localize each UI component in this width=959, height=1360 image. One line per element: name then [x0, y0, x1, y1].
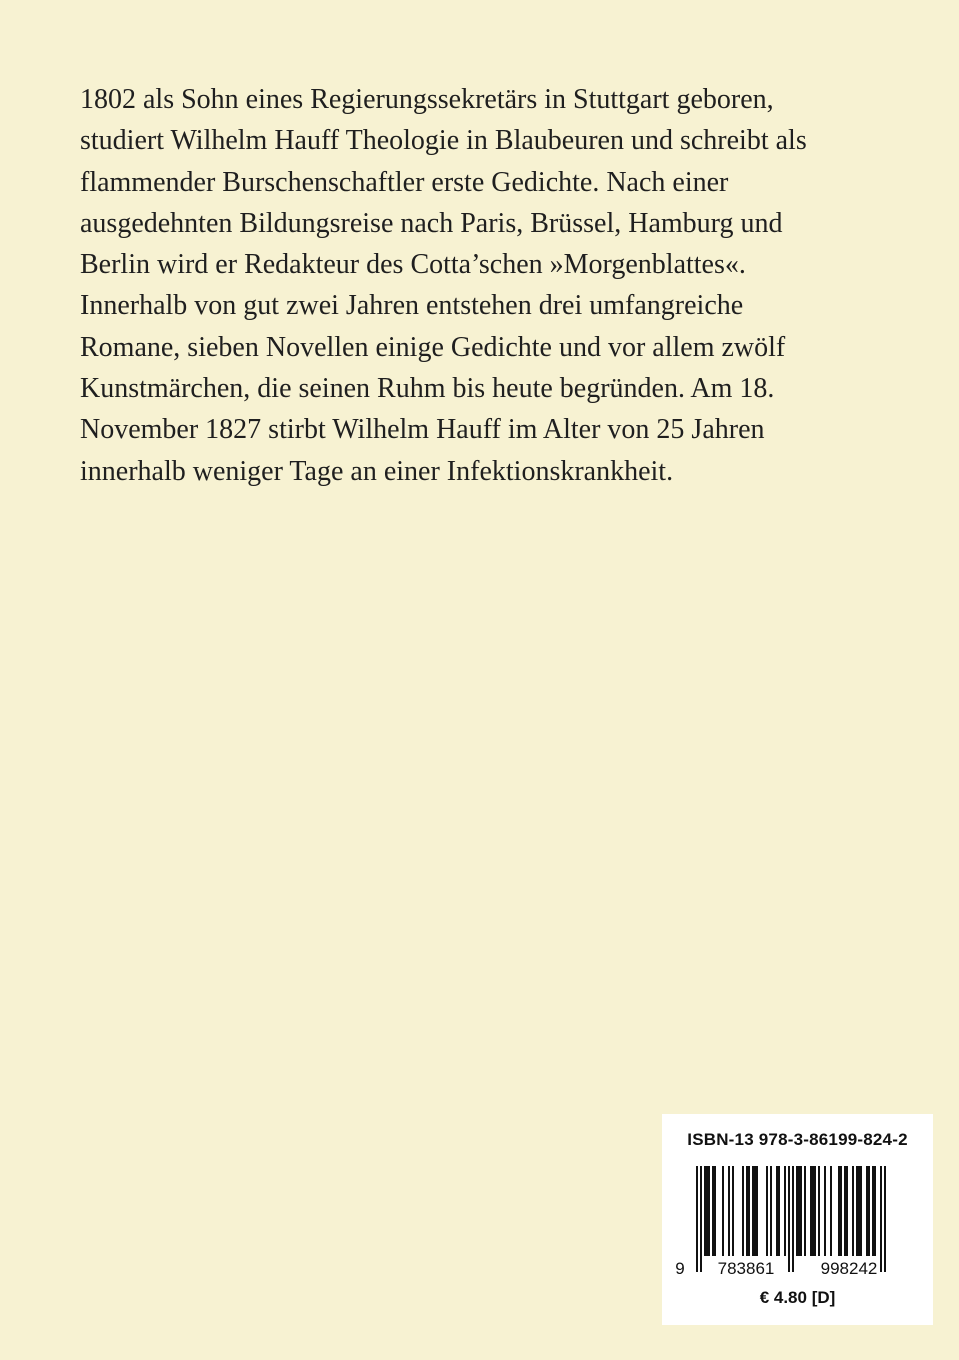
barcode-label	[662, 1114, 933, 1325]
blurb-line: Innerhalb von gut zwei Jahren entstehen drei umfangreiche	[80, 290, 744, 322]
barcode-bar	[874, 1166, 876, 1256]
back-cover-blurb	[80, 79, 900, 492]
barcode-bar	[746, 1166, 748, 1256]
blurb-line: flammender Burschenschaftler erste Gedichte. Nach einer	[80, 166, 729, 198]
barcode-guard-bar	[696, 1166, 698, 1272]
barcode-bar	[732, 1166, 734, 1256]
barcode-bar	[712, 1166, 714, 1256]
barcode-guard-bar	[884, 1166, 886, 1272]
barcode-bar	[812, 1166, 814, 1256]
barcode-bar	[796, 1166, 798, 1256]
barcode-bar	[722, 1166, 724, 1256]
barcode-bar	[804, 1166, 806, 1256]
barcode-bar	[846, 1166, 848, 1256]
blurb-line: studiert Wilhelm Hauff Theologie in Blaubeuren und schreibt als	[80, 125, 807, 157]
barcode-bar	[840, 1166, 842, 1256]
barcode-bar	[776, 1166, 778, 1256]
blurb-line: 1802 als Sohn eines Regierungssekretärs in Stuttgart geboren,	[80, 84, 774, 115]
ean-left-digits: 783861	[717, 1259, 775, 1276]
ean-first-digit: 9	[675, 1259, 685, 1276]
ean-right-digits: 998242	[820, 1259, 878, 1276]
barcode-bar	[748, 1166, 750, 1256]
barcode-bar	[844, 1166, 846, 1256]
blurb-line: innerhalb weniger Tage an einer Infektionskrankheit.	[80, 455, 674, 487]
barcode-bar	[868, 1166, 870, 1256]
barcode-bar	[704, 1166, 706, 1256]
barcode-bar	[810, 1166, 812, 1256]
price-label: € 4.80 [D]	[759, 1288, 836, 1307]
barcode-bar	[872, 1166, 874, 1256]
barcode-guard-bar	[880, 1166, 882, 1272]
blurb-line: November 1827 stirbt Wilhelm Hauff im Alter von 25 Jahren	[80, 414, 765, 446]
barcode-bar	[866, 1166, 868, 1256]
blurb-line: ausgedehnten Bildungsreise nach Paris, Brüssel, Hamburg und	[80, 207, 783, 239]
blurb-line: Romane, sieben Novellen einige Gedichte und vor allem zwölf	[80, 331, 786, 363]
barcode-bar	[814, 1166, 816, 1256]
barcode-bar	[784, 1166, 786, 1256]
barcode-bar	[714, 1166, 716, 1256]
barcode-bar	[778, 1166, 780, 1256]
barcode-bar	[798, 1166, 800, 1256]
barcode-bar	[856, 1166, 858, 1256]
isbn-number: ISBN-13 978-3-86199-824-2	[687, 1130, 908, 1149]
blurb-line: Kunstmärchen, die seinen Ruhm bis heute begründen. Am 18.	[80, 373, 775, 405]
barcode-bar	[752, 1166, 754, 1256]
barcode-bars	[696, 1166, 886, 1272]
barcode-guard-bar	[792, 1166, 794, 1272]
barcode-bar	[770, 1166, 772, 1256]
barcode-bar	[754, 1166, 756, 1256]
barcode-bar	[706, 1166, 708, 1256]
barcode-bar	[858, 1166, 860, 1256]
blurb-line: Berlin wird er Redakteur des Cotta’schen »Morgenblattes«.	[80, 249, 746, 281]
barcode-bar	[852, 1166, 854, 1256]
barcode-bar	[766, 1166, 768, 1256]
barcode-bar	[800, 1166, 802, 1256]
barcode-guard-bar	[700, 1166, 702, 1272]
ean-barcode	[662, 1166, 933, 1276]
barcode-bar	[756, 1166, 758, 1256]
barcode-bar	[728, 1166, 730, 1256]
barcode-bar	[824, 1166, 826, 1256]
barcode-guard-bar	[788, 1166, 790, 1272]
barcode-bar	[830, 1166, 832, 1256]
barcode-bar	[860, 1166, 862, 1256]
barcode-bar	[818, 1166, 820, 1256]
barcode-bar	[708, 1166, 710, 1256]
barcode-bar	[742, 1166, 744, 1256]
barcode-bar	[838, 1166, 840, 1256]
